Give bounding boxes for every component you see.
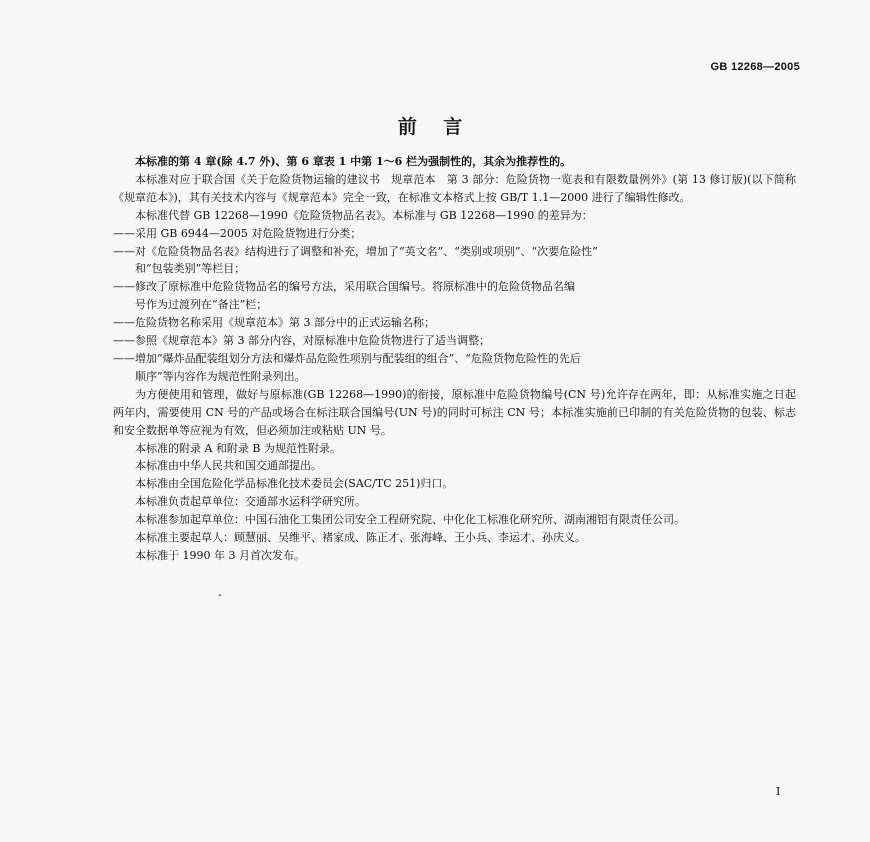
standard-code: GB 12268—2005 [710, 61, 800, 73]
list-item-text: 增加“爆炸品配装组划分方法和爆炸品危险性项别与配装组的组合”、“危险货物危险性的先后 [135, 351, 581, 365]
paragraph-drafters: 本标准主要起草人：顾慧丽、吴维平、褚家成、陈正才、张海峰、王小兵、李运才、孙庆义。 [135, 531, 586, 545]
paragraph-participants: 本标准参加起草单位：中国石油化工集团公司安全工程研究院、中化化工标准化研究所、湖南湘铝有限责任公司。 [135, 513, 685, 527]
list-item: ——对《危险货物品名表》结构进行了调整和补充，增加了“英文名”、“类别或项别”、“次要危险性” 和“包装类别”等栏目； [113, 243, 796, 279]
list-item-continuation: 号作为过渡列在“备注”栏； [135, 298, 268, 312]
list-item-text: 参照《规章范本》第 3 部分内容，对原标准中危险货物进行了适当调整； [135, 334, 490, 348]
paragraph-replaces: 本标准代替 GB 12268—1990《危险货物品名表》。本标准与 GB 12268—1990 的差异为： [135, 208, 593, 222]
paragraph-appendix: 本标准的附录 A 和附录 B 为规范性附录。 [135, 441, 342, 455]
list-item: ——采用 GB 6944—2005 对危险货物进行分类； [113, 226, 362, 240]
stray-mark: - [218, 588, 222, 601]
paragraph-lead-drafter: 本标准负责起草单位：交通部水运科学研究所。 [135, 495, 366, 509]
list-item: ——危险货物名称采用《规章范本》第 3 部分中的正式运输名称； [113, 316, 435, 330]
list-item: ——增加“爆炸品配装组划分方法和爆炸品危险性项别与配装组的组合”、“危险货物危险性的先后 顺序”等内容作为规范性附录列出。 [113, 350, 796, 386]
paragraph-transition: 为方便使用和管理，做好与原标准(GB 12268—1990)的衔接，原标准中危险货物编号(CN 号)允许存在两年，即：从标准实施之日起两年内，需要使用 CN 号的产品或场合在标注联合国编号(UN 号)的同时可标注 CN 号；本标准实施前已印制的有关危险货物的包装、标志和安全数据单等应视为有效，但必须加注或粘贴 UN 号。 [113, 387, 796, 437]
list-item-continuation: 顺序”等内容作为规范性附录列出。 [135, 369, 306, 383]
paragraph-committee: 本标准由全国危险化学品标准化技术委员会(SAC/TC 251)归口。 [135, 477, 454, 491]
page-title: 前 言 [397, 116, 473, 138]
list-item-text: 对《危险货物品名表》结构进行了调整和补充，增加了“英文名”、“类别或项别”、“次要危险性” [135, 244, 598, 258]
list-item-text: 采用 GB 6944—2005 对危险货物进行分类； [135, 226, 362, 240]
paragraph-first-issued: 本标准于 1990 年 3 月首次发布。 [135, 548, 305, 562]
document-body [113, 153, 796, 565]
list-item: ——参照《规章范本》第 3 部分内容，对原标准中危险货物进行了适当调整； [113, 334, 490, 348]
list-item-text: 危险货物名称采用《规章范本》第 3 部分中的正式运输名称； [135, 316, 435, 330]
list-item-text: 修改了原标准中危险货物品名的编号方法，采用联合国编号。将原标准中的危险货物品名编 [135, 280, 575, 294]
list-item-continuation: 和“包装类别”等栏目； [135, 262, 246, 276]
page-number: I [776, 785, 781, 798]
paragraph-proposer: 本标准由中华人民共和国交通部提出。 [135, 459, 322, 473]
paragraph-correspondence: 本标准对应于联合国《关于危险货物运输的建议书 规章范本 第 3 部分：危险货物一览表和有限数量例外》(第 13 修订版)(以下简称《规章范本》)，其有关技术内容与《规章范本》完全一致，在标准文本格式上按 GB/T 1.1—2000 进行了编辑性修改。 [113, 172, 796, 204]
paragraph-mandatory-clause: 本标准的第 4 章(除 4.7 外)、第 6 章表 1 中第 1～6 栏为强制性的，其余为推荐性的。 [135, 155, 572, 168]
list-item: ——修改了原标准中危险货物品名的编号方法，采用联合国编号。将原标准中的危险货物品名编 号作为过渡列在“备注”栏； [113, 278, 796, 314]
